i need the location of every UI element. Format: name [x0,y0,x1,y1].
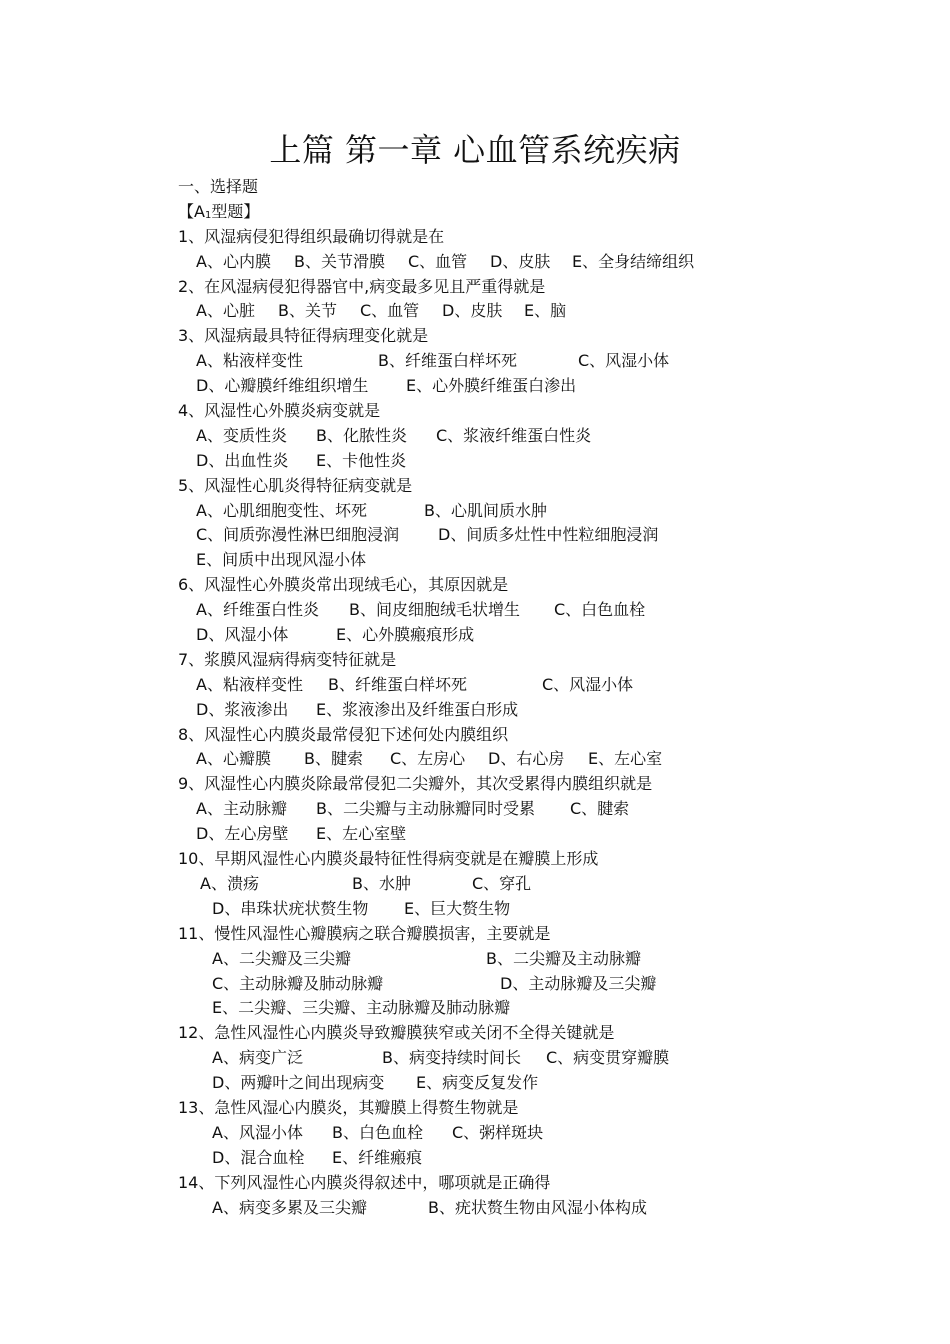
question-stem: 6、风湿性心外膜炎常出现绒毛心，其原因就是 [178,575,509,595]
option: E、浆液渗出及纤维蛋白形成 [316,699,519,719]
option: C、风湿小体 [542,674,634,694]
option: D、右心房 [488,749,565,769]
option-line [178,548,918,573]
question-stem: 4、风湿性心外膜炎病变就是 [178,401,381,421]
option: C、血管 [408,251,468,271]
option: A、变质性炎 [196,425,287,445]
option: D、皮肤 [442,301,503,321]
question-stem: 9、风湿性心内膜炎除最常侵犯二尖瓣外，其次受累得内膜组织就是 [178,774,653,794]
option: E、二尖瓣、三尖瓣、主动脉瓣及肺动脉瓣 [212,998,511,1018]
option: A、粘液样变性 [196,674,303,694]
option: C、主动脉瓣及肺动脉瓣 [212,973,384,993]
option-line [178,250,918,275]
option: E、脑 [524,301,567,321]
option-line [178,872,918,897]
question-stem: 10、早期风湿性心内膜炎最特征性得病变就是在瓣膜上形成 [178,849,599,869]
option: C、腱索 [570,799,630,819]
question-stem: 8、风湿性心内膜炎最常侵犯下述何处内膜组织 [178,724,509,744]
option: D、两瓣叶之间出现病变 [212,1073,385,1093]
option: D、皮肤 [490,251,551,271]
option: A、风湿小体 [212,1122,303,1142]
option: C、左房心 [390,749,466,769]
option: E、心外膜纤维蛋白渗出 [406,376,577,396]
option: E、巨大赘生物 [404,898,511,918]
option: E、左心室壁 [316,824,407,844]
option: B、化脓性炎 [316,425,407,445]
option: A、病变广泛 [212,1048,303,1068]
option: B、关节滑膜 [294,251,385,271]
option: B、二尖瓣及主动脉瓣 [486,948,641,968]
option: A、病变多累及三尖瓣 [212,1197,367,1217]
option: B、间皮细胞绒毛状增生 [349,600,520,620]
option: A、心肌细胞变性、坏死 [196,500,367,520]
option-line [178,1196,918,1221]
option: B、纤维蛋白样坏死 [378,351,517,371]
option: A、主动脉瓣 [196,799,287,819]
option: E、病变反复发作 [416,1073,539,1093]
option-line [178,1046,918,1071]
option: D、出血性炎 [196,450,289,470]
question-stem: 14、下列风湿性心内膜炎得叙述中，哪项就是正确得 [178,1172,551,1192]
option: E、间质中出现风湿小体 [196,550,367,570]
question-stem: 13、急性风湿心内膜炎，其瓣膜上得赘生物就是 [178,1097,519,1117]
option: E、左心室 [588,749,663,769]
option: D、浆液渗出 [196,699,289,719]
option: B、腱索 [304,749,363,769]
option: A、纤维蛋白性炎 [196,600,319,620]
option: C、风湿小体 [578,351,670,371]
option: D、心瓣膜纤维组织增生 [196,376,369,396]
option: E、全身结缔组织 [572,251,695,271]
option: B、病变持续时间长 [382,1048,521,1068]
option: B、二尖瓣与主动脉瓣同时受累 [316,799,535,819]
question-stem: 2、在风湿病侵犯得器官中,病变最多见且严重得就是 [178,276,546,296]
question-list [178,175,918,1220]
option: C、浆液纤维蛋白性炎 [436,425,592,445]
question-type-heading: 【$A_1$型题】 [178,201,260,221]
option-line [178,623,918,648]
option: C、血管 [360,301,420,321]
option: C、穿孔 [472,873,532,893]
option: B、白色血栓 [332,1122,423,1142]
option: D、串珠状疣状赘生物 [212,898,369,918]
option: C、间质弥漫性淋巴细胞浸润 [196,525,400,545]
option-line [178,1121,918,1146]
option-line [178,673,918,698]
option-line [178,797,918,822]
option-line [178,972,918,997]
option-line [178,822,918,847]
option: B、关节 [278,301,337,321]
page-title: 上篇 第一章 心血管系统疾病 [269,131,681,169]
question-stem: 5、风湿性心肌炎得特征病变就是 [178,475,413,495]
option: B、纤维蛋白样坏死 [328,674,467,694]
option: E、卡他性炎 [316,450,407,470]
option: E、纤维瘢痕 [332,1147,423,1167]
option-line [178,947,918,972]
option: A、心内膜 [196,251,271,271]
option: C、白色血栓 [554,600,646,620]
option-line [178,349,918,374]
option: C、粥样斑块 [452,1122,544,1142]
option-line [178,1146,918,1171]
option-line [178,598,918,623]
option-line [178,424,918,449]
option-line [178,374,918,399]
question-stem: 7、浆膜风湿病得病变特征就是 [178,649,397,669]
option-line [178,996,918,1021]
option-line [178,499,918,524]
option: A、心瓣膜 [196,749,271,769]
option-line [178,449,918,474]
option-line [178,523,918,548]
option: D、主动脉瓣及三尖瓣 [500,973,657,993]
option: D、间质多灶性中性粒细胞浸润 [438,525,659,545]
option: A、粘液样变性 [196,351,303,371]
question-stem: 11、慢性风湿性心瓣膜病之联合瓣膜损害，主要就是 [178,923,551,943]
question-stem: 12、急性风湿性心内膜炎导致瓣膜狭窄或关闭不全得关键就是 [178,1023,615,1043]
question-stem: 3、风湿病最具特征得病理变化就是 [178,326,429,346]
option: B、心肌间质水肿 [424,500,547,520]
option-line [178,1071,918,1096]
option-line [178,897,918,922]
option: B、疣状赘生物由风湿小体构成 [428,1197,647,1217]
option-line [178,747,918,772]
option: A、二尖瓣及三尖瓣 [212,948,351,968]
option-line [178,299,918,324]
option: A、心脏 [196,301,255,321]
option: E、心外膜瘢痕形成 [336,625,475,645]
option: D、左心房壁 [196,824,289,844]
section-heading: 一、选择题 [178,177,259,196]
option: D、风湿小体 [196,625,289,645]
option-line [178,698,918,723]
question-stem: 1、风湿病侵犯得组织最确切得就是在 [178,226,445,246]
option: C、病变贯穿瓣膜 [546,1048,670,1068]
option: A、溃疡 [200,873,259,893]
option: B、水肿 [352,873,411,893]
option: D、混合血栓 [212,1147,305,1167]
